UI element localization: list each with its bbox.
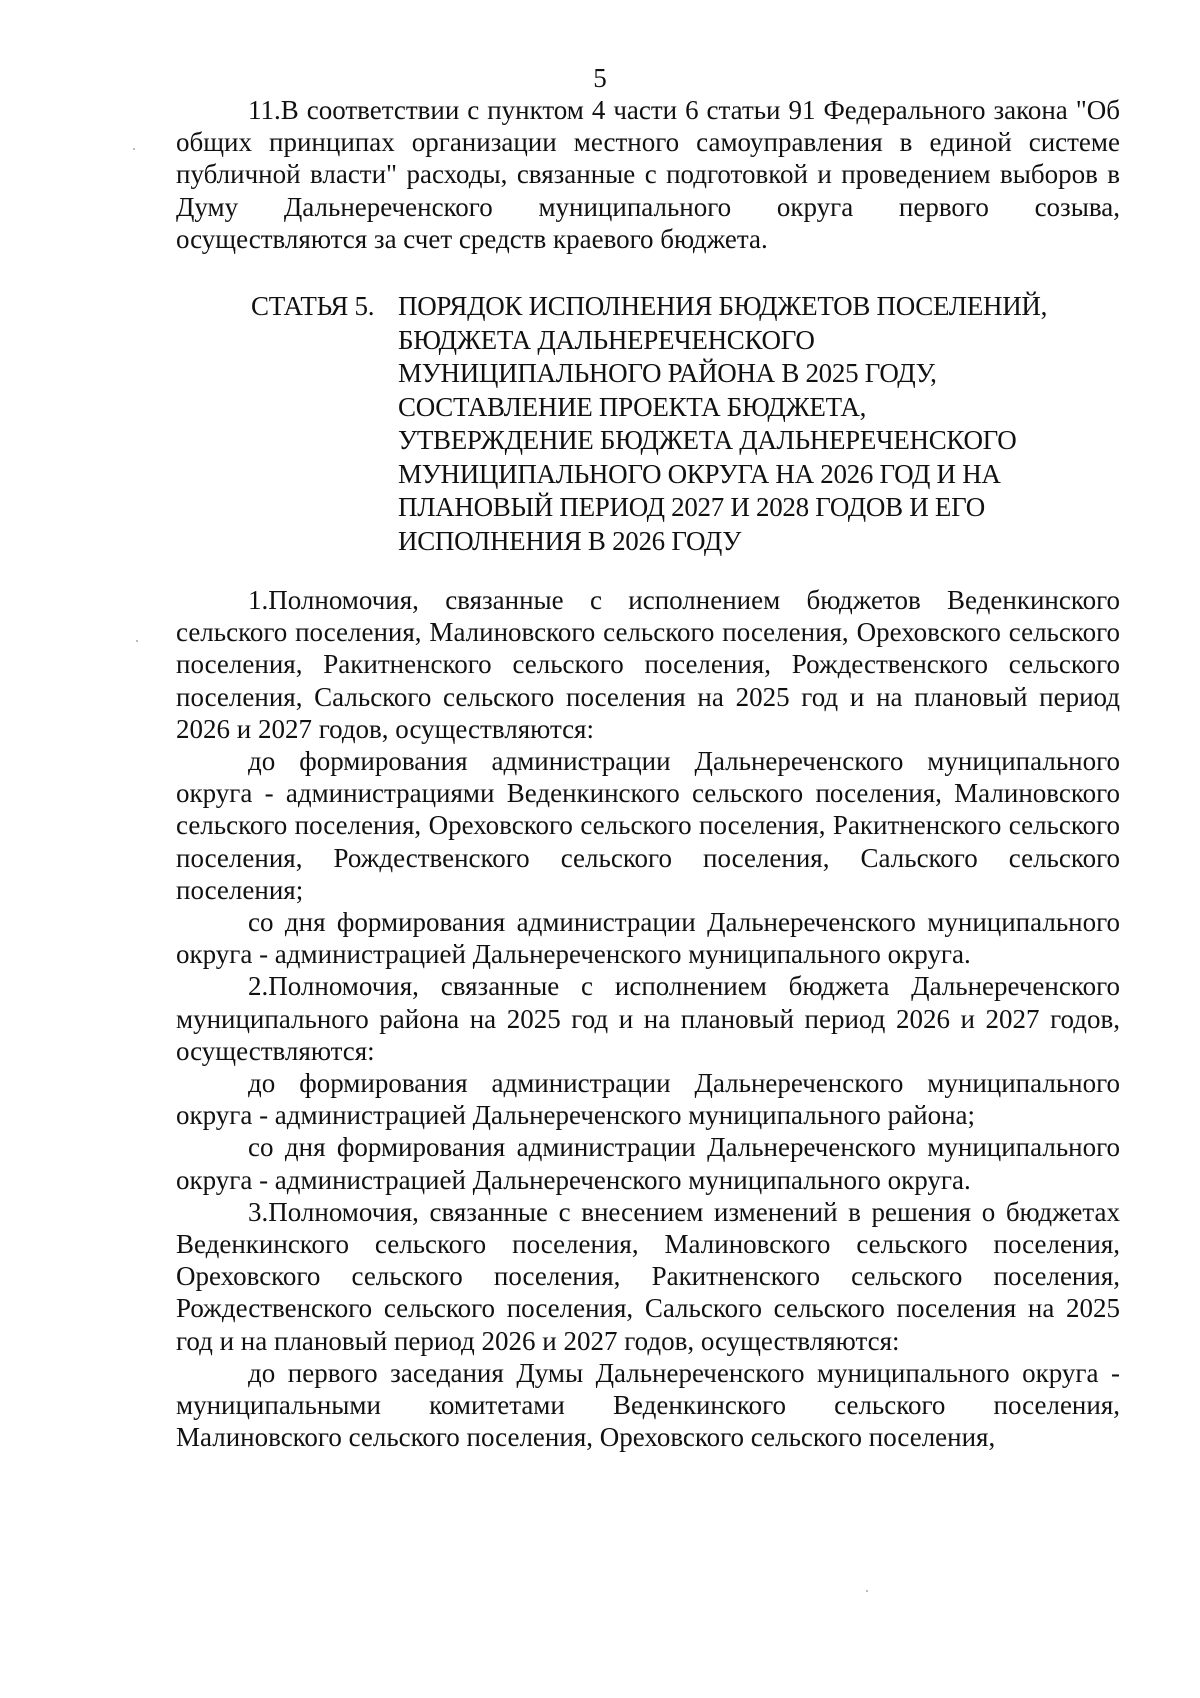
body-paragraph-1: 1.Полномочия, связанные с исполнением бюджетов Веденкинского сельского поселения, Малиновского сельского поселения, Ореховского сельского поселения, Ракитненского сельского поселения, Рождественского сельского поселения, Сальского сельского поселения на 2025 год и на плановый период 2026 и 2027 годов, осуществляются: (176, 585, 1120, 744)
article-title: ПОРЯДОК ИСПОЛНЕНИЯ БЮДЖЕТОВ ПОСЕЛЕНИЙ, БЮДЖЕТА ДАЛЬНЕРЕЧЕНСКОГО МУНИЦИПАЛЬНОГО РАЙОНА В 2025 ГОДУ, СОСТАВЛЕНИЕ ПРОЕКТА БЮДЖЕТА, УТВЕРЖДЕНИЕ БЮДЖЕТА ДАЛЬНЕРЕЧЕНСКОГО МУНИЦИПАЛЬНОГО ОКРУГА НА 2026 ГОД И НА ПЛАНОВЫЙ ПЕРИОД 2027 И 2028 ГОДОВ И ЕГО ИСПОЛНЕНИЯ В 2026 ГОДУ (398, 291, 1048, 556)
intro-block (176, 94, 1120, 255)
body-paragraph-7: 3.Полномочия, связанные с внесением изменений в решения о бюджетах Веденкинского сельского поселения, Малиновского сельского поселения, Ореховского сельского поселения, Ракитненского сельского поселения, Рождественского сельского поселения, Сальского сельского поселения на 2025 год и на плановый период 2026 и 2027 годов, осуществляются: (176, 1196, 1120, 1356)
body-paragraph-3: со дня формирования администрации Дальнереченского муниципального округа - администрацией Дальнереченского муниципального округа. (176, 907, 1120, 970)
scan-speck (866, 1590, 868, 1592)
body-paragraph-8: до первого заседания Думы Дальнереченского муниципального округа - муниципальными комитетами Веденкинского сельского поселения, Малиновского сельского поселения, Ореховского сельского поселения, (176, 1357, 1120, 1453)
body-paragraph-6: со дня формирования администрации Дальнереченского муниципального округа - администрацией Дальнереченского муниципального округа. (176, 1132, 1120, 1195)
article-heading (251, 290, 1131, 558)
article-body (176, 584, 1120, 1453)
body-paragraph-2: до формирования администрации Дальнереченского муниципального округа - администрациями Веденкинского сельского поселения, Малиновского сельского поселения, Ореховского сельского поселения, Ракитненского сельского поселения, Рождественского сельского поселения, Сальского сельского поселения; (176, 746, 1120, 905)
intro-paragraph: 11.В соответствии с пунктом 4 части 6 статьи 91 Федерального закона "Об общих принципах организации местного самоуправления в единой системе публичной власти" расходы, связанные с подготовкой и проведением выборов в Думу Дальнереченского муниципального округа первого созыва, осуществляются за счет средств краевого бюджета. (176, 95, 1120, 254)
scan-speck (133, 148, 135, 150)
article-number: СТАТЬЯ 5. (251, 291, 375, 321)
body-paragraph-5: до формирования администрации Дальнереченского муниципального округа - администрацией Дальнереченского муниципального района; (176, 1068, 1120, 1131)
scan-speck (136, 640, 138, 642)
body-paragraph-4: 2.Полномочия, связанные с исполнением бюджета Дальнереченского муниципального района на 2025 год и на плановый период 2026 и 2027 годов, осуществляются: (176, 971, 1120, 1066)
page-number: 5 (593, 63, 607, 93)
